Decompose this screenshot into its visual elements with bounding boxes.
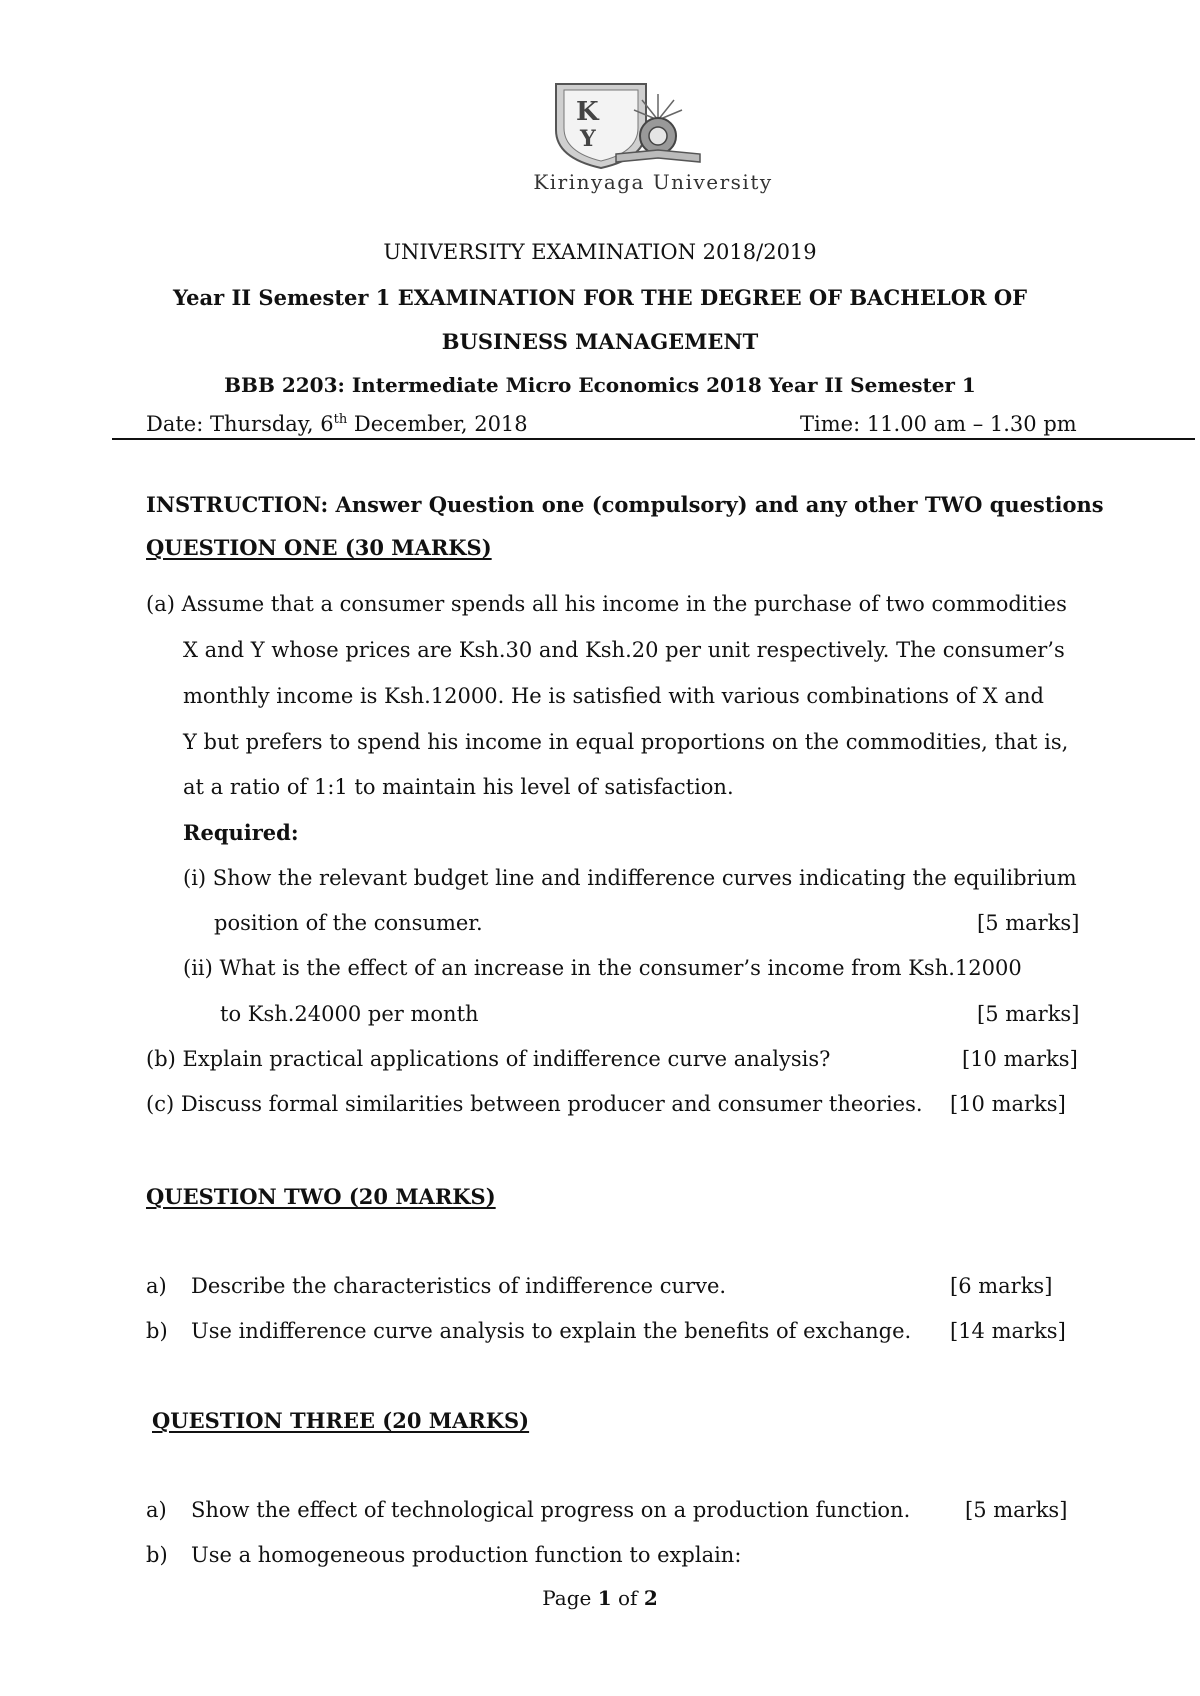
q1-i-marks: [5 marks] xyxy=(977,911,1080,935)
exam-title: UNIVERSITY EXAMINATION 2018/2019 xyxy=(383,240,817,264)
q1-a-line-4: Y but prefers to spend his income in equal proportions on the commodities, that is, xyxy=(183,730,1069,754)
svg-text:K: K xyxy=(576,97,599,127)
q1-ii-marks: [5 marks] xyxy=(977,1002,1080,1026)
university-logo xyxy=(498,80,808,200)
q1-b-text: (b) Explain practical applications of indifference curve analysis? xyxy=(146,1047,831,1071)
q1-a-line-5: at a ratio of 1:1 to maintain his level of satisfaction. xyxy=(183,775,734,799)
university-name: Kirinyaga University xyxy=(533,170,773,194)
q1-i-line-2: position of the consumer. xyxy=(214,911,483,935)
q1-a-line-2: X and Y whose prices are Ksh.30 and Ksh.20 per unit respectively. The consumer’s xyxy=(183,638,1065,662)
page-number: Page 1 of 2 xyxy=(542,1586,658,1610)
q2-b-text: Use indifference curve analysis to explain the benefits of exchange. xyxy=(191,1319,912,1343)
question-three-title: QUESTION THREE (20 MARKS) xyxy=(152,1408,530,1433)
q3-a-label: a) xyxy=(146,1498,167,1522)
q1-a-line-1: (a) Assume that a consumer spends all his income in the purchase of two commodities xyxy=(146,592,1067,616)
q3-b-label: b) xyxy=(146,1543,168,1567)
q1-c-text: (c) Discuss formal similarities between producer and consumer theories. xyxy=(146,1092,923,1116)
question-one-title: QUESTION ONE (30 MARKS) xyxy=(146,535,492,560)
q1-i-line-1: (i) Show the relevant budget line and indifference curves indicating the equilibrium xyxy=(183,866,1077,890)
svg-text:Y: Y xyxy=(580,126,596,152)
q1-a-line-3: monthly income is Ksh.12000. He is satisfied with various combinations of X and xyxy=(183,684,1044,708)
q2-a-label: a) xyxy=(146,1274,167,1298)
instruction: INSTRUCTION: Answer Question one (compulsory) and any other TWO questions xyxy=(146,492,1104,517)
exam-date: Date: Thursday, 6th December, 2018 xyxy=(146,412,528,436)
q3-a-marks: [5 marks] xyxy=(965,1498,1068,1522)
q1-b-marks: [10 marks] xyxy=(962,1047,1078,1071)
crest-icon xyxy=(498,80,808,170)
q1-required: Required: xyxy=(183,820,299,845)
q2-a-marks: [6 marks] xyxy=(950,1274,1053,1298)
q2-b-label: b) xyxy=(146,1319,168,1343)
degree-line-2: BUSINESS MANAGEMENT xyxy=(441,329,759,354)
degree-line-1: Year II Semester 1 EXAMINATION FOR THE DEGREE OF BACHELOR OF xyxy=(172,285,1028,310)
q3-b-text: Use a homogeneous production function to explain: xyxy=(191,1543,742,1567)
header-rule xyxy=(112,438,1195,440)
exam-time: Time: 11.00 am – 1.30 pm xyxy=(800,412,1077,436)
q2-b-marks: [14 marks] xyxy=(950,1319,1066,1343)
q1-ii-line-1: (ii) What is the effect of an increase in the consumer’s income from Ksh.12000 xyxy=(183,956,1022,980)
q1-ii-line-2: to Ksh.24000 per month xyxy=(220,1002,479,1026)
q2-a-text: Describe the characteristics of indifference curve. xyxy=(191,1274,727,1298)
q3-a-text: Show the effect of technological progress on a production function. xyxy=(191,1498,911,1522)
q1-c-marks: [10 marks] xyxy=(950,1092,1066,1116)
course-line: BBB 2203: Intermediate Micro Economics 2018 Year II Semester 1 xyxy=(224,373,976,397)
question-two-title: QUESTION TWO (20 MARKS) xyxy=(146,1184,496,1209)
